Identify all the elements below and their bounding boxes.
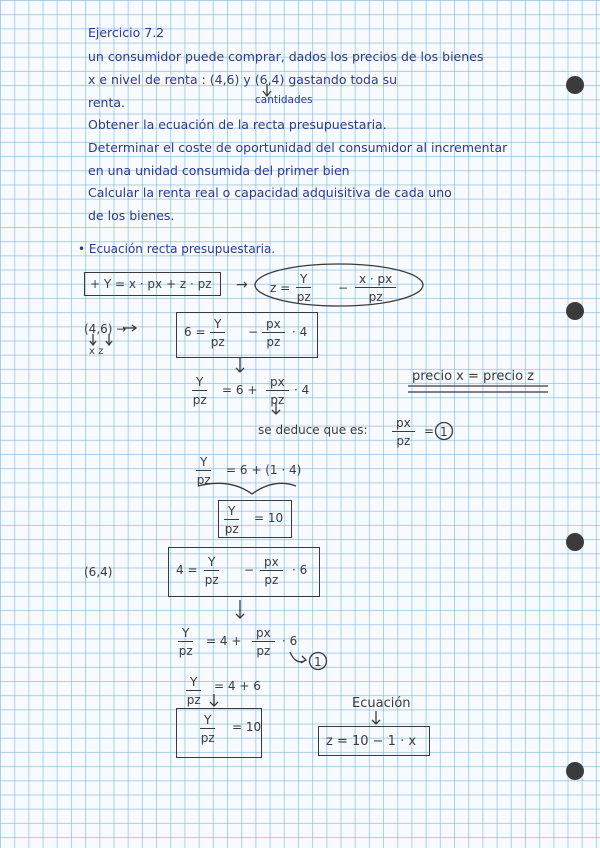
statement-line: en una unidad consumida del primer bien [88,163,350,178]
deduce-text: se deduce que es: [258,423,368,437]
fraction: $\frac{Y}{pz}$ [186,675,201,707]
circled-one: 1 [314,655,322,669]
budget-equation: + Y = x · px + z · pz [90,277,212,291]
fraction: $\frac{Y}{pz}$ [192,375,207,407]
fraction: $\frac{Y}{pz}$ [210,317,225,349]
fraction: $\frac{px}{pz}$ [392,416,415,448]
result1-val: = 10 [254,511,284,525]
fraction: $\frac{px}{pz}$ [262,317,285,349]
minus-sign: − [244,563,255,577]
circled-one: 1 [440,425,448,439]
point-label: (4,6) → [84,322,127,336]
minus-sign: − [248,325,259,339]
step2-rest: = 6 + (1 · 4) [226,463,302,477]
fraction: $\frac{px}{pz}$ [252,626,275,658]
solved-eq-left: z = [270,281,291,295]
final-equation: z = 10 − 1 · x [326,734,417,749]
step1-rest: = 6 + [222,383,258,397]
point-label: (6,4) [84,565,113,579]
fraction: $\frac{Y}{pz}$ [200,713,215,745]
minus-sign: − [338,281,349,295]
result2-val: = 10 [232,720,262,734]
fraction: $\frac{Y}{pz}$ [178,626,193,658]
section-title: • Ecuación recta presupuestaria. [78,242,276,256]
statement-line: un consumidor puede comprar, dados los precios de los bienes [88,49,484,64]
sub1-left: 6 = [184,325,206,339]
statement-line: de los bienes. [88,208,175,223]
fraction: $\frac{Y}{pz}$ [224,504,239,536]
step4-rest: = 4 + 6 [214,679,261,693]
fraction: $\frac{px}{pz}$ [260,555,283,587]
arrow-right-icon: → [236,277,248,293]
sub2-tail: · 6 [292,563,308,577]
point-axis-labels: x z [89,346,104,357]
fraction: $\frac{Y}{pz}$ [204,555,219,587]
statement-line: Obtener la ecuación de la recta presupuestaria. [88,117,387,132]
sub2-left: 4 = [176,563,198,577]
sub1-tail: · 4 [292,325,308,339]
price-note: precio x = precio z [412,369,534,384]
deduce-eq: = [424,424,435,438]
fraction: $\frac{x \cdot px}{pz}$ [355,272,396,304]
step1-tail: · 4 [294,383,310,397]
statement-line: x e nivel de renta : (4,6) y (6,4) gastando toda su [88,72,398,87]
statement-line: Determinar el coste de oportunidad del consumidor al incrementar [88,140,508,155]
fraction: $\frac{Y}{pz}$ [196,455,211,487]
statement-line: renta. [88,95,126,110]
exercise-title: Ejercicio 7.2 [88,25,165,40]
equation-label: Ecuación [352,696,411,711]
statement-line: Calcular la renta real o capacidad adquisitiva de cada uno [88,185,452,200]
fraction: $\frac{Y}{pz}$ [296,272,311,304]
step3-tail: · 6 [282,634,298,648]
fraction: $\frac{px}{pz}$ [266,375,289,407]
step3-rest: = 4 + [206,634,242,648]
statement-note: cantidades [255,94,313,106]
